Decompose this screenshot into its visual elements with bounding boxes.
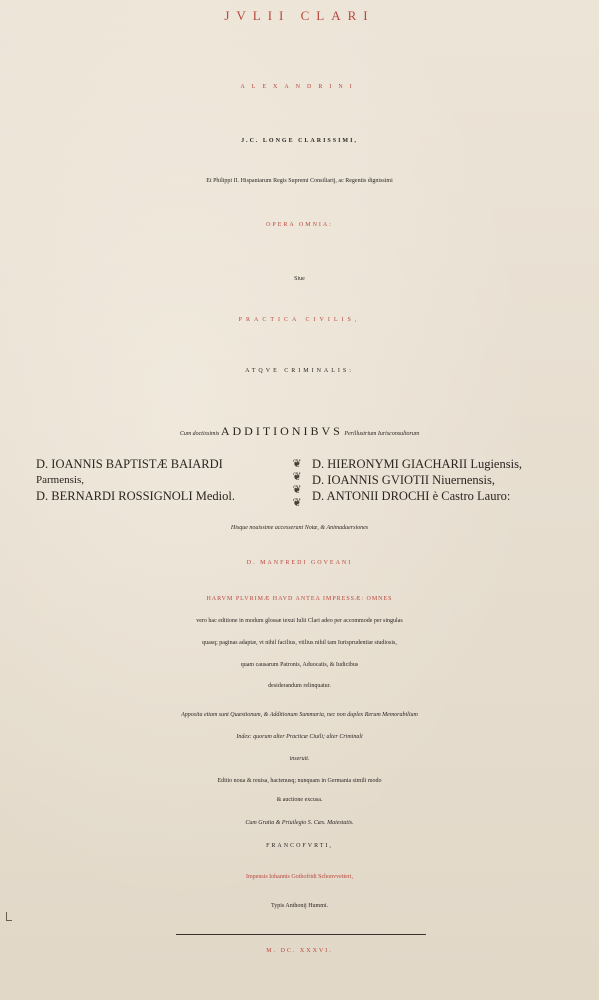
imprint-city: FRANCOFVRTI, (266, 843, 333, 849)
description-line-4: desiderandum relinquatur. (268, 683, 331, 689)
jurist-guiotii: D. IOANNIS GVIOTII Niuernensis, (312, 473, 495, 487)
work-title: OPERA OMNIA: (266, 222, 333, 228)
jurists-right-column (312, 456, 522, 504)
imprint-publisher: Impensis Iohannis Gothofridi Schonvvetteri, (246, 874, 353, 880)
additions-suffix: Perillustrium Iurisconsultorum (344, 431, 420, 437)
work-title-connector: Siue (294, 276, 305, 282)
jurist-giacharii: D. HIERONYMI GIACHARII Lugiensis, (312, 457, 523, 471)
imprint-printer: Typis Anthonij Hummi. (270, 903, 329, 909)
imprint-rule (176, 934, 426, 935)
imprint-year: M. DC. XXXVI. (266, 948, 333, 954)
edition-line-2: & auctione excusa. (276, 797, 323, 803)
jurist-rossignoli: D. BERNARDI ROSSIGNOLI Mediol. (36, 489, 235, 503)
column-divider-ornament: ❦ ❦ ❦ ❦ (292, 458, 302, 509)
summaries-line-2: Index: quorum alter Practicæ Ciuili; alter Criminali (236, 734, 363, 740)
jurist-baiardi-origin: Parmensis, (36, 474, 84, 486)
description-line-2: quasq; paginas adaptæ, vt nihil facilius, vtilius nihil tam Iurisprudentiæ studiosis, (202, 640, 397, 646)
description-line-1: vero hac editione in modum glossæ texui Iulii Clari adeo per accommode per singulas (196, 618, 403, 624)
description-caps: HARVM PLVRIMÆ HAVD ANTEA IMPRESSÆ: OMNES (206, 596, 393, 602)
margin-mark (6, 912, 12, 921)
work-subtitle-1: PRACTICA CIVILIS, (238, 317, 361, 323)
jurists-list (36, 456, 576, 516)
edition-line-1: Editio noua & reuisa, hactenusq; nunquam in Germania simili modo (217, 778, 382, 784)
additions-line (0, 424, 599, 439)
author-name-line2: ALEXANDRINI (240, 84, 359, 90)
author-name-line1: JVLII CLARI (224, 8, 375, 23)
description-line-3: quam causarum Patronis, Aduocatis, & Iudicibus (240, 662, 359, 668)
author-office: Et Philippi II. Hispaniarum Regis Supremi Consiliarij, ac Regentis dignissimi (206, 178, 393, 184)
additions-word: ADDITIONIBVS (220, 424, 343, 438)
jurist-drochi: D. ANTONII DROCHI è Castro Lauro: (312, 489, 511, 503)
privilege-line: Cum Gratia & Priuilegio S. Cæs. Maiestatis. (245, 820, 354, 826)
notes-line: Hisque nouissime accesserunt Notæ, & Animaduersiones (230, 525, 369, 531)
summaries-line-1: Apposita etiam sunt Quæstionum, & Additionum Summaria, nec non duplex Rerum Memorabilium (181, 712, 418, 718)
summaries-line-3: inseruit. (289, 756, 310, 762)
jurists-left-column (36, 456, 235, 504)
work-subtitle-2: ATQVE CRIMINALIS: (245, 368, 354, 374)
editor-name: D. MANFREDI GOVEANI (246, 560, 353, 566)
jurist-baiardi: D. IOANNIS BAPTISTÆ BAIARDI (36, 457, 223, 471)
author-title: J.C. LONGE CLARISSIMI, (241, 138, 358, 144)
additions-prefix: Cum doctissimis (179, 431, 220, 437)
